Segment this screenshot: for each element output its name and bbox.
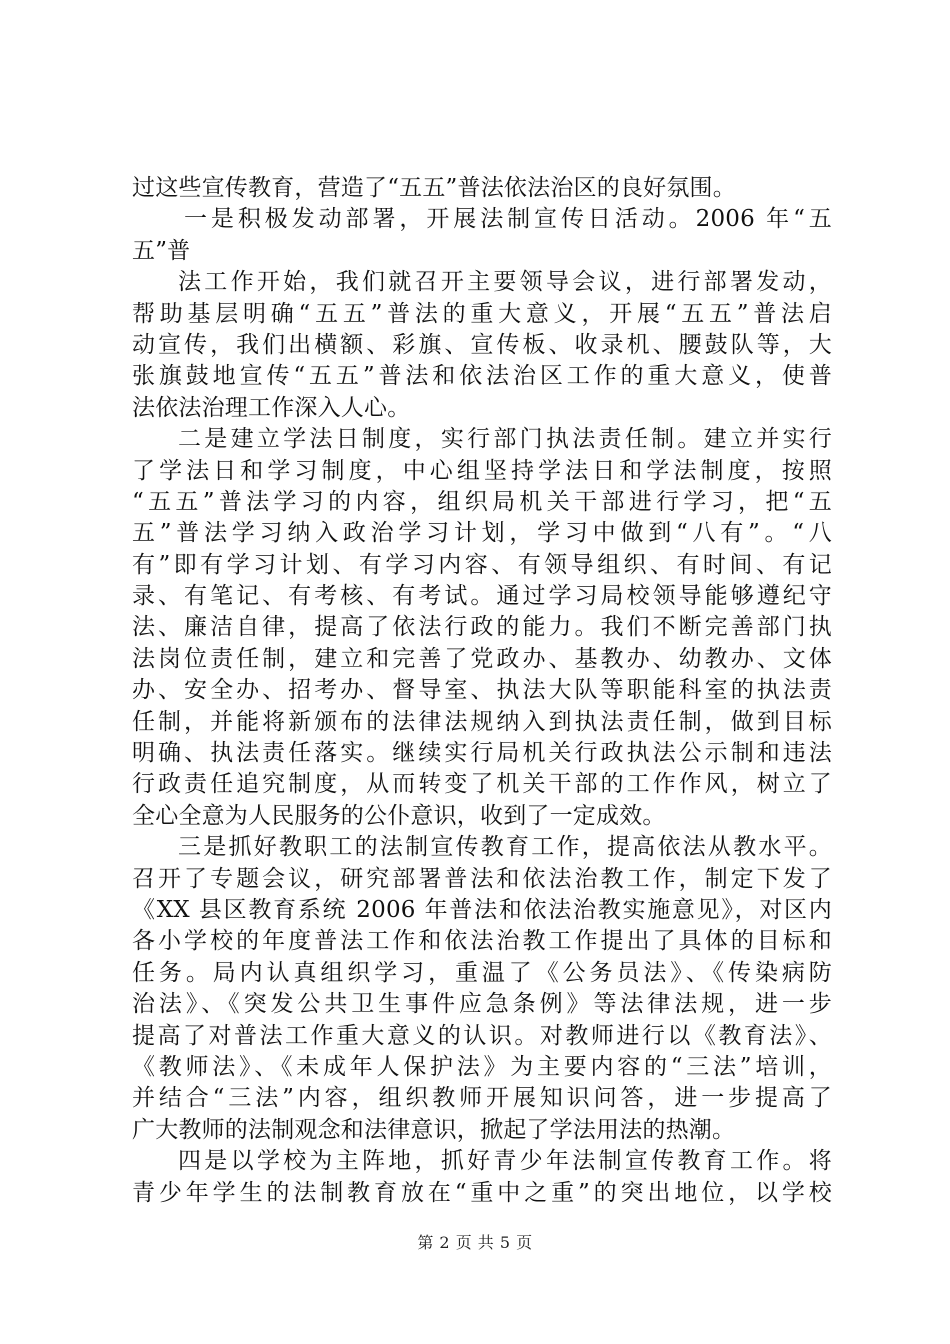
text-line-4: 法工作开始，我们就召开主要领导会议，进行部署发动， [178,269,832,296]
text-line-17: 办、安全办、招考办、督导室、执法大队等职能科室的执法责 [132,677,832,704]
document-body [132,173,832,1209]
text-line-12: 五”普法学习纳入政治学习计划，学习中做到“八有”。“八 [132,520,832,547]
text-line-11: “五五”普法学习的内容，组织局机关干部进行学习，把“五 [132,488,832,515]
text-line-29: 《教师法》、《未成年人保护法》为主要内容的“三法”培训， [132,1053,832,1080]
text-line-9: 二是建立学法日制度，实行部门执法责任制。建立并实行 [178,426,832,453]
text-line-32: 四是以学校为主阵地，抓好青少年法制宣传教育工作。将 [178,1148,832,1175]
page-footer: 第 2 页 共 5 页 [417,1233,533,1252]
text-line-19: 明确、执法责任落实。继续实行局机关行政执法公示制和违法 [132,740,832,767]
text-line-24: 《XX 县区教育系统 2006 年普法和依法治教实施意见》，对区内 [132,896,832,923]
text-line-1: 过这些宣传教育，营造了“五五”普法依法治区的良好氛围。 [132,175,736,201]
text-line-3: 五”普 [132,237,191,264]
text-line-33: 青少年学生的法制教育放在“重中之重”的突出地位，以学校 [132,1179,832,1206]
text-line-16: 法岗位责任制，建立和完善了党政办、基教办、幼教办、文体 [132,645,832,672]
text-line-20: 行政责任追究制度，从而转变了机关干部的工作作风，树立了 [132,771,832,798]
text-line-15: 法、廉洁自律，提高了依法行政的能力。我们不断完善部门执 [132,614,832,641]
text-line-23: 召开了专题会议，研究部署普法和依法治教工作，制定下发了 [132,865,832,892]
text-line-30: 并结合“三法”内容，组织教师开展知识问答，进一步提高了 [132,1085,832,1112]
text-line-2: 一是积极发动部署，开展法制宣传日活动。2006 年“五 [184,206,832,233]
text-line-10: 了学法日和学习制度，中心组坚持学法日和学法制度，按照 [132,457,832,484]
text-line-7: 张旗鼓地宣传“五五”普法和依法治区工作的重大意义，使普 [132,363,832,390]
text-line-22: 三是抓好教职工的法制宣传教育工作，提高依法从教水平。 [178,834,832,861]
text-line-18: 任制，并能将新颁布的法律法规纳入到执法责任制，做到目标 [132,708,832,735]
text-line-28: 提高了对普法工作重大意义的认识。对教师进行以《教育法》、 [132,1022,832,1049]
text-line-26: 任务。局内认真组织学习，重温了《公务员法》、《传染病防 [132,959,832,986]
text-line-31: 广大教师的法制观念和法律意识，掀起了学法用法的热潮。 [132,1116,736,1143]
text-line-5: 帮助基层明确“五五”普法的重大意义，开展“五五”普法启 [132,300,832,327]
text-line-21: 全心全意为人民服务的公仆意识，收到了一定成效。 [132,802,666,829]
text-line-27: 治法》、《突发公共卫生事件应急条例》等法律法规，进一步 [132,991,832,1018]
text-line-6: 动宣传，我们出横额、彩旗、宣传板、收录机、腰鼓队等，大 [132,331,832,358]
text-line-14: 录、有笔记、有考核、有考试。通过学习局校领导能够遵纪守 [132,583,832,610]
text-line-25: 各小学校的年度普法工作和依法治教工作提出了具体的目标和 [132,928,832,955]
text-line-8: 法依法治理工作深入人心。 [132,394,411,421]
text-line-13: 有”即有学习计划、有学习内容、有领导组织、有时间、有记 [132,551,832,578]
